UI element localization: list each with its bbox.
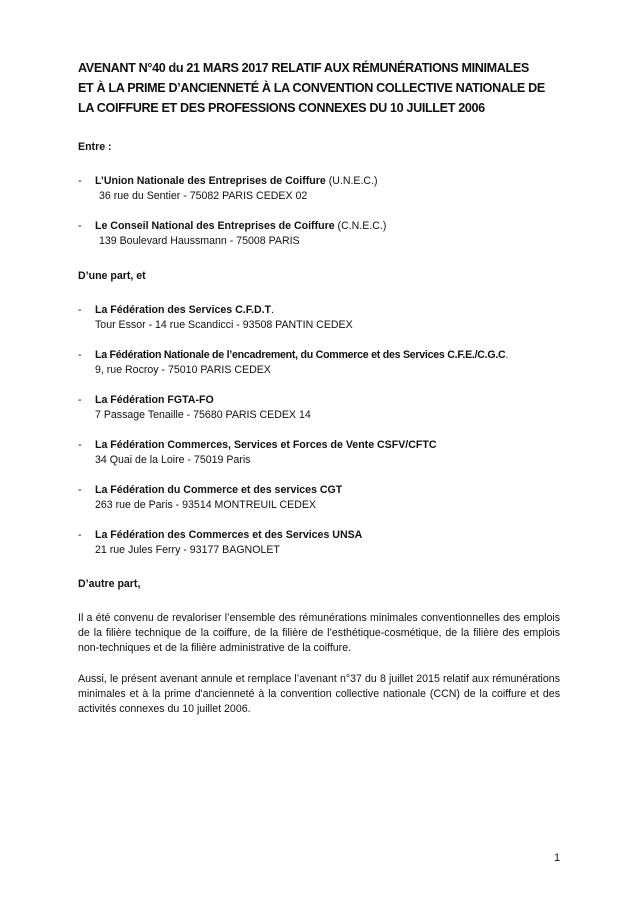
entre-label: Entre :	[78, 141, 112, 153]
party-name: La Fédération du Commerce et des services CGT	[95, 484, 343, 496]
party-name: La Fédération des Services C.F.D.T	[95, 304, 272, 316]
party-entry	[78, 528, 560, 558]
title-line: LA COIFFURE ET DES PROFESSIONS CONNEXES DU 10 JUILLET 2006	[78, 101, 485, 115]
party-name: La Fédération des Commerces et des Services UNSA	[95, 529, 363, 541]
list-dash: -	[78, 484, 82, 496]
body-paragraph: Aussi, le présent avenant annule et remplace l’avenant n°37 du 8 juillet 2015 relatif aux rémunérations minimales et à la prime d'ancienneté à la convention collective nationale (CCN) de la coiffure et des activités connexes du 10 juillet 2006.	[78, 673, 560, 715]
list-dash: -	[78, 529, 82, 541]
autre-part-label: D’autre part,	[78, 578, 141, 590]
party-suffix: .	[505, 349, 509, 361]
page-number: 1	[554, 852, 560, 864]
document-title	[78, 58, 560, 118]
party-address: 263 rue de Paris - 93514 MONTREUIL CEDEX	[95, 499, 316, 511]
party-suffix: (C.N.E.C.)	[334, 220, 387, 232]
party-address: 34 Quai de la Loire - 75019 Paris	[95, 454, 251, 466]
body-paragraph: Il a été convenu de revaloriser l’ensemble des rémunérations minimales conventionnelles des emplois de la filière technique de la coiffure, de la filière de l’esthétique-cosmétique, de la filière des emplois non-techniques et de la filière administrative de la coiffure.	[78, 612, 560, 654]
party-address: 7 Passage Tenaille - 75680 PARIS CEDEX 14	[95, 409, 311, 421]
party-name: La Fédération FGTA-FO	[95, 394, 214, 406]
list-dash: -	[78, 304, 82, 316]
party-name: Le Conseil National des Entreprises de Coiffure	[95, 220, 335, 232]
party-name: L’Union Nationale des Entreprises de Coiffure	[95, 175, 326, 187]
party-suffix: .	[271, 304, 274, 316]
party-entry	[78, 219, 560, 249]
party-entry	[78, 393, 560, 423]
list-dash: -	[78, 220, 82, 232]
list-dash: -	[78, 175, 82, 187]
party-entry	[78, 483, 560, 513]
party-address: Tour Essor - 14 rue Scandicci - 93508 PANTIN CEDEX	[95, 319, 353, 331]
party-address: 36 rue du Sentier - 75082 PARIS CEDEX 02	[99, 190, 308, 202]
party-list-second	[78, 303, 560, 558]
title-line: ET À LA PRIME D’ANCIENNETÉ À LA CONVENTION COLLECTIVE NATIONALE DE	[78, 81, 545, 95]
party-entry	[78, 438, 560, 468]
party-address: 21 rue Jules Ferry - 93177 BAGNOLET	[95, 544, 280, 556]
party-address: 9, rue Rocroy - 75010 PARIS CEDEX	[95, 364, 271, 376]
title-line: AVENANT N°40 du 21 MARS 2017 RELATIF AUX RÉMUNÉRATIONS MINIMALES	[78, 61, 529, 75]
party-entry	[78, 348, 560, 378]
party-name: La Fédération Commerces, Services et Forces de Vente CSFV/CFTC	[95, 439, 437, 451]
party-entry	[78, 174, 560, 204]
party-list-first	[78, 174, 560, 249]
party-entry	[78, 303, 560, 333]
party-name: La Fédération Nationale de l’encadrement, du Commerce et des Services C.F.E./C.G.C	[95, 349, 506, 361]
list-dash: -	[78, 439, 82, 451]
party-suffix: (U.N.E.C.)	[325, 175, 378, 187]
une-part-label: D’une part, et	[78, 270, 146, 282]
list-dash: -	[78, 349, 82, 361]
party-address: 139 Boulevard Haussmann - 75008 PARIS	[99, 235, 300, 247]
list-dash: -	[78, 394, 82, 406]
